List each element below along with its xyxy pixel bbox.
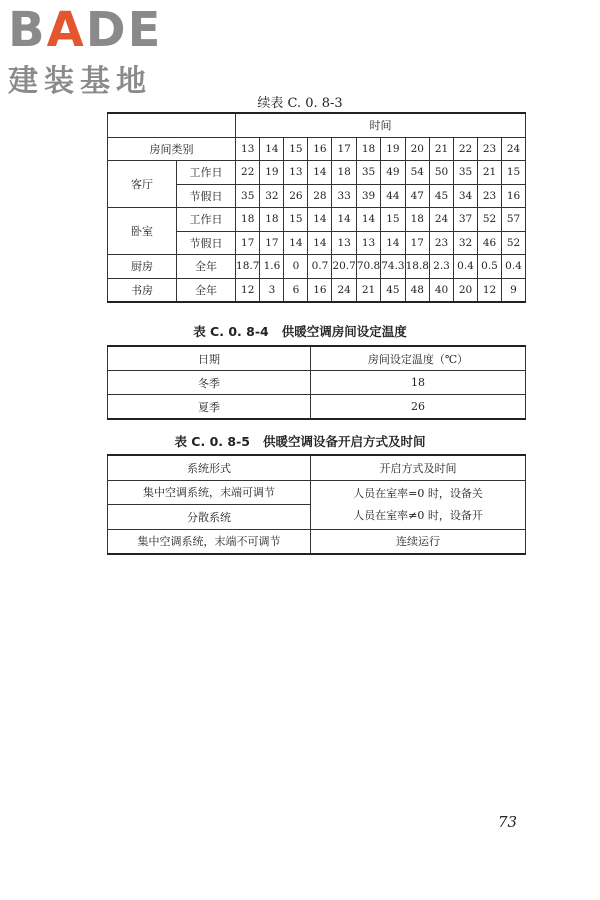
day-type-cell: 工作日 <box>177 161 236 185</box>
value-cell: 14 <box>308 231 332 255</box>
hourly-schedule-table <box>107 112 526 303</box>
table-row <box>108 371 526 395</box>
table-row <box>108 529 526 554</box>
table-cell <box>108 113 236 137</box>
table-row <box>108 161 526 185</box>
bade-logo <box>8 2 178 99</box>
value-cell: 39 <box>356 184 380 208</box>
time-header: 时间 <box>236 113 526 137</box>
value-cell: 35 <box>356 161 380 185</box>
value-cell: 32 <box>454 231 478 255</box>
table-row <box>108 278 526 302</box>
table-caption-c083: 续表 C. 0. 8-3 <box>257 96 343 111</box>
value-cell: 0.4 <box>454 255 478 279</box>
value-cell: 21 <box>356 278 380 302</box>
value-cell: 18 <box>405 208 429 232</box>
value-cell: 13 <box>284 161 308 185</box>
value-cell: 18 <box>236 208 260 232</box>
value-cell: 12 <box>236 278 260 302</box>
table-caption-c085: 表 C. 0. 8-5 供暖空调设备开启方式及时间 <box>174 434 426 449</box>
value-cell: 47 <box>405 184 429 208</box>
day-type-cell: 全年 <box>177 278 236 302</box>
value-cell: 0.5 <box>478 255 502 279</box>
value-cell: 37 <box>454 208 478 232</box>
value-cell: 57 <box>502 208 526 232</box>
table-row <box>108 395 526 420</box>
room-cell: 卧室 <box>108 208 177 255</box>
value-cell: 17 <box>260 231 284 255</box>
value-cell: 6 <box>284 278 308 302</box>
table-row <box>108 455 526 480</box>
table-row <box>108 208 526 232</box>
value-cell: 19 <box>260 161 284 185</box>
day-type-cell: 全年 <box>177 255 236 279</box>
value-cell: 18.8 <box>405 255 429 279</box>
value-cell: 46 <box>478 231 502 255</box>
value-cell: 15 <box>284 208 308 232</box>
room-cell: 厨房 <box>108 255 177 279</box>
value-cell: 14 <box>284 231 308 255</box>
value-cell: 23 <box>478 184 502 208</box>
temperature-cell: 18 <box>311 371 526 395</box>
value-cell: 28 <box>308 184 332 208</box>
table-row <box>108 255 526 279</box>
room-cell: 客厅 <box>108 161 177 208</box>
date-header: 日期 <box>108 346 311 371</box>
value-cell: 35 <box>236 184 260 208</box>
value-cell: 1.6 <box>260 255 284 279</box>
value-cell: 40 <box>430 278 454 302</box>
table-row <box>108 346 526 371</box>
value-cell: 16 <box>502 184 526 208</box>
value-cell: 34 <box>454 184 478 208</box>
hour-header: 18 <box>356 137 380 161</box>
day-type-cell: 工作日 <box>177 208 236 232</box>
value-cell: 24 <box>332 278 356 302</box>
value-cell: 23 <box>430 231 454 255</box>
value-cell: 22 <box>236 161 260 185</box>
value-cell: 15 <box>381 208 405 232</box>
value-cell: 52 <box>478 208 502 232</box>
value-cell: 21 <box>478 161 502 185</box>
value-cell: 14 <box>381 231 405 255</box>
operation-mode-cell: 人员在室率=0 时，设备关 人员在室率≠0 时，设备开 <box>311 480 526 529</box>
operation-mode-cell: 连续运行 <box>311 529 526 554</box>
day-type-cell: 节假日 <box>177 184 236 208</box>
value-cell: 17 <box>405 231 429 255</box>
value-cell: 24 <box>430 208 454 232</box>
room-cell: 书房 <box>108 278 177 302</box>
value-cell: 13 <box>332 231 356 255</box>
temperature-cell: 26 <box>311 395 526 420</box>
temperature-header: 房间设定温度（℃） <box>311 346 526 371</box>
value-cell: 20.7 <box>332 255 356 279</box>
value-cell: 54 <box>405 161 429 185</box>
value-cell: 32 <box>260 184 284 208</box>
system-type-header: 系统形式 <box>108 455 311 480</box>
table-row <box>108 137 526 161</box>
hour-header: 13 <box>236 137 260 161</box>
system-cell: 分散系统 <box>108 505 311 530</box>
value-cell: 52 <box>502 231 526 255</box>
room-type-header: 房间类别 <box>108 137 236 161</box>
value-cell: 12 <box>478 278 502 302</box>
value-cell: 15 <box>502 161 526 185</box>
system-cell: 集中空调系统，末端可调节 <box>108 480 311 505</box>
table-row <box>108 480 526 505</box>
hour-header: 20 <box>405 137 429 161</box>
season-cell: 冬季 <box>108 371 311 395</box>
value-cell: 50 <box>430 161 454 185</box>
value-cell: 20 <box>454 278 478 302</box>
logo-chinese-text: 建装基地 <box>8 64 152 99</box>
hour-header: 14 <box>260 137 284 161</box>
equipment-operation-table <box>107 454 526 555</box>
value-cell: 74.3 <box>381 255 405 279</box>
table-caption-c084: 表 C. 0. 8-4 供暖空调房间设定温度 <box>193 324 407 339</box>
value-cell: 44 <box>381 184 405 208</box>
value-cell: 17 <box>236 231 260 255</box>
hour-header: 23 <box>478 137 502 161</box>
value-cell: 14 <box>356 208 380 232</box>
hour-header: 19 <box>381 137 405 161</box>
hour-header: 21 <box>430 137 454 161</box>
value-cell: 26 <box>284 184 308 208</box>
table-row <box>108 113 526 137</box>
value-cell: 0 <box>284 255 308 279</box>
value-cell: 49 <box>381 161 405 185</box>
value-cell: 2.3 <box>430 255 454 279</box>
table3-body <box>108 161 526 303</box>
set-temperature-table <box>107 345 526 420</box>
system-cell: 集中空调系统，末端不可调节 <box>108 529 311 554</box>
day-type-cell: 节假日 <box>177 231 236 255</box>
page-number: 73 <box>498 813 518 831</box>
value-cell: 9 <box>502 278 526 302</box>
value-cell: 16 <box>308 278 332 302</box>
logo-wordmark: BADE <box>8 2 163 58</box>
value-cell: 45 <box>430 184 454 208</box>
operation-mode-header: 开启方式及时间 <box>311 455 526 480</box>
value-cell: 0.4 <box>502 255 526 279</box>
hour-header: 16 <box>308 137 332 161</box>
hour-header: 17 <box>332 137 356 161</box>
value-cell: 35 <box>454 161 478 185</box>
value-cell: 3 <box>260 278 284 302</box>
value-cell: 14 <box>308 208 332 232</box>
value-cell: 14 <box>308 161 332 185</box>
value-cell: 45 <box>381 278 405 302</box>
value-cell: 18 <box>332 161 356 185</box>
hour-header: 22 <box>454 137 478 161</box>
value-cell: 13 <box>356 231 380 255</box>
value-cell: 18.7 <box>236 255 260 279</box>
value-cell: 18 <box>260 208 284 232</box>
value-cell: 14 <box>332 208 356 232</box>
value-cell: 70.8 <box>356 255 380 279</box>
value-cell: 0.7 <box>308 255 332 279</box>
hour-header: 24 <box>502 137 526 161</box>
hour-header: 15 <box>284 137 308 161</box>
value-cell: 33 <box>332 184 356 208</box>
season-cell: 夏季 <box>108 395 311 420</box>
value-cell: 48 <box>405 278 429 302</box>
